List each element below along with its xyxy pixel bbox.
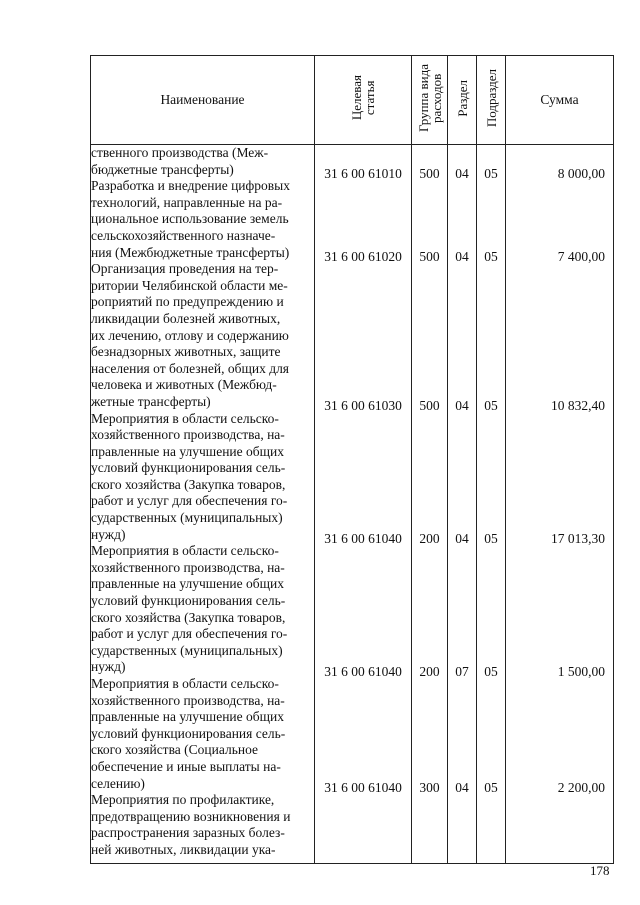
row-sum-value: 2 200,00 [557, 779, 605, 795]
row-section-value: 04 [455, 165, 469, 181]
row-spacer [506, 547, 613, 663]
row-spacer [448, 265, 476, 398]
row-text-line: предотвращению возникновения и [91, 808, 291, 824]
row-spacer [506, 415, 613, 531]
row-text-line: условий функционирования сель- [91, 460, 286, 476]
row-spacer [315, 265, 411, 398]
row-section-value: 07 [455, 663, 469, 679]
row-code-value: 31 6 00 61030 [324, 397, 402, 413]
row-text-line: технологий, направленные на ра- [91, 194, 283, 210]
header-group: Группа вида расходов [415, 64, 444, 132]
row-text-line: сударственных (муниципальных) [91, 510, 283, 526]
row-text-line: жетные трансферты) [91, 393, 211, 409]
row-spacer [477, 265, 505, 398]
row-group-value: 200 [419, 663, 440, 679]
row-section-value: 04 [455, 397, 469, 413]
row-spacer [412, 265, 447, 398]
row-text-line: циональное использование земель [91, 211, 289, 227]
row-spacer [412, 796, 447, 846]
row-spacer [477, 415, 505, 531]
row-text-line: хозяйственного производства, на- [91, 427, 285, 443]
row-spacer [506, 149, 613, 166]
row-spacer [477, 680, 505, 780]
row-section-value: 04 [455, 248, 469, 264]
row-subsection-value: 05 [484, 779, 498, 795]
row-spacer [448, 680, 476, 780]
row-text-line: нужд) [91, 526, 126, 542]
row-sum-value: 1 500,00 [557, 663, 605, 679]
row-sum-value: 17 013,30 [551, 530, 605, 546]
header-name: Наименование [91, 56, 315, 145]
row-text-line: Организация проведения на тер- [91, 261, 279, 277]
name-column [91, 145, 315, 864]
row-text-line: населения от болезней, общих для [91, 360, 290, 376]
row-code-value: 31 6 00 61010 [324, 165, 402, 181]
row-sum-value [506, 846, 613, 863]
row-subsection-value [477, 846, 505, 863]
row-code-value: 31 6 00 61040 [324, 779, 402, 795]
row-text-line: Мероприятия в области сельско- [91, 410, 279, 426]
row-text-line: безнадзорных животных, защите [91, 344, 281, 360]
row-spacer [506, 796, 613, 846]
row-text-line: нужд) [91, 659, 126, 675]
row-text-line: Мероприятия по профилактике, [91, 792, 275, 808]
row-code-value: 31 6 00 61040 [324, 530, 402, 546]
row-spacer [412, 149, 447, 166]
row-text-line: условий функционирования сель- [91, 593, 286, 609]
table-header-row [91, 56, 614, 145]
row-code-value: 31 6 00 61040 [324, 663, 402, 679]
row-spacer [506, 182, 613, 248]
row-spacer [477, 182, 505, 248]
row-spacer [315, 680, 411, 780]
row-subsection-value: 05 [484, 663, 498, 679]
row-spacer [506, 265, 613, 398]
row-text-line: ского хозяйства (Социальное [91, 742, 258, 758]
row-text-line: роприятий по предупреждению и [91, 294, 284, 310]
row-group-value: 500 [419, 165, 440, 181]
row-spacer [412, 680, 447, 780]
row-group-value: 500 [419, 397, 440, 413]
row-text-line: сударственных (муниципальных) [91, 642, 283, 658]
row-sum-value: 7 400,00 [557, 248, 605, 264]
row-spacer [506, 680, 613, 780]
row-group-value: 300 [419, 779, 440, 795]
row-spacer [477, 149, 505, 166]
row-text-line: обеспечение и иные выплаты на- [91, 758, 281, 774]
row-text-line: Разработка и внедрение цифровых [91, 178, 290, 194]
row-text-line: работ и услуг для обеспечения го- [91, 626, 288, 642]
row-code-value [315, 846, 411, 863]
header-sum: Сумма [506, 56, 614, 145]
row-spacer [315, 547, 411, 663]
group-column [412, 145, 448, 864]
row-text-line: ственного производства (Меж- [91, 145, 269, 160]
row-spacer [315, 796, 411, 846]
table-body-row [91, 145, 614, 864]
row-spacer [448, 796, 476, 846]
row-spacer [412, 547, 447, 663]
row-group-value: 200 [419, 530, 440, 546]
row-subsection-value: 05 [484, 248, 498, 264]
row-spacer [448, 547, 476, 663]
sum-column [506, 145, 614, 864]
row-text-line: Мероприятия в области сельско- [91, 676, 279, 691]
row-text-line: человека и животных (Межбюд- [91, 377, 277, 393]
row-text-line: бюджетные трансферты) [91, 161, 234, 177]
row-subsection-value: 05 [484, 165, 498, 181]
row-spacer [412, 182, 447, 248]
row-text-line: работ и услуг для обеспечения го- [91, 493, 288, 509]
row-text-line: условий функционирования сель- [91, 725, 286, 741]
row-code-value: 31 6 00 61020 [324, 248, 402, 264]
row-text-line: сельскохозяйственного назначе- [91, 227, 276, 243]
row-text-line: правленные на улучшение общих [91, 576, 284, 592]
row-spacer [315, 415, 411, 531]
row-spacer [477, 796, 505, 846]
section-column [448, 145, 477, 864]
row-spacer [477, 547, 505, 663]
row-text-line: хозяйственного производства, на- [91, 692, 285, 708]
header-section: Раздел [454, 79, 470, 117]
row-text-line: их лечению, отлову и содержанию [91, 327, 289, 343]
row-section-value: 04 [455, 530, 469, 546]
budget-table [90, 55, 614, 864]
row-text-line: ней животных, ликвидации ука- [91, 841, 276, 857]
row-text-line: ритории Челябинской области ме- [91, 277, 288, 293]
row-text-line: правленные на улучшение общих [91, 443, 284, 459]
header-target: Целевая статья [349, 75, 377, 121]
row-text-line: ликвидации болезней животных, [91, 310, 281, 326]
page-number: 178 [590, 863, 610, 878]
row-text-line: правленные на улучшение общих [91, 709, 284, 725]
header-subsection: Подраздел [483, 68, 499, 128]
row-spacer [412, 415, 447, 531]
row-text-line: селению) [91, 775, 145, 791]
row-group-value [412, 846, 447, 863]
row-text-line: ния (Межбюджетные трансферты) [91, 244, 290, 260]
row-sum-value: 8 000,00 [557, 165, 605, 181]
row-spacer [315, 149, 411, 166]
row-group-value: 500 [419, 248, 440, 264]
row-spacer [315, 182, 411, 248]
row-text-line: распространения заразных болез- [91, 825, 285, 841]
row-text-line: ского хозяйства (Закупка товаров, [91, 476, 286, 492]
row-spacer [448, 149, 476, 166]
code-column [315, 145, 412, 864]
row-text-line: хозяйственного производства, на- [91, 559, 285, 575]
row-section-value [448, 846, 476, 863]
row-spacer [448, 415, 476, 531]
row-sum-value: 10 832,40 [551, 397, 605, 413]
row-text-line: ского хозяйства (Закупка товаров, [91, 609, 286, 625]
row-text-line: Мероприятия в области сельско- [91, 543, 279, 559]
row-section-value: 04 [455, 779, 469, 795]
row-subsection-value: 05 [484, 530, 498, 546]
subsection-column [477, 145, 506, 864]
row-subsection-value: 05 [484, 397, 498, 413]
row-spacer [448, 182, 476, 248]
